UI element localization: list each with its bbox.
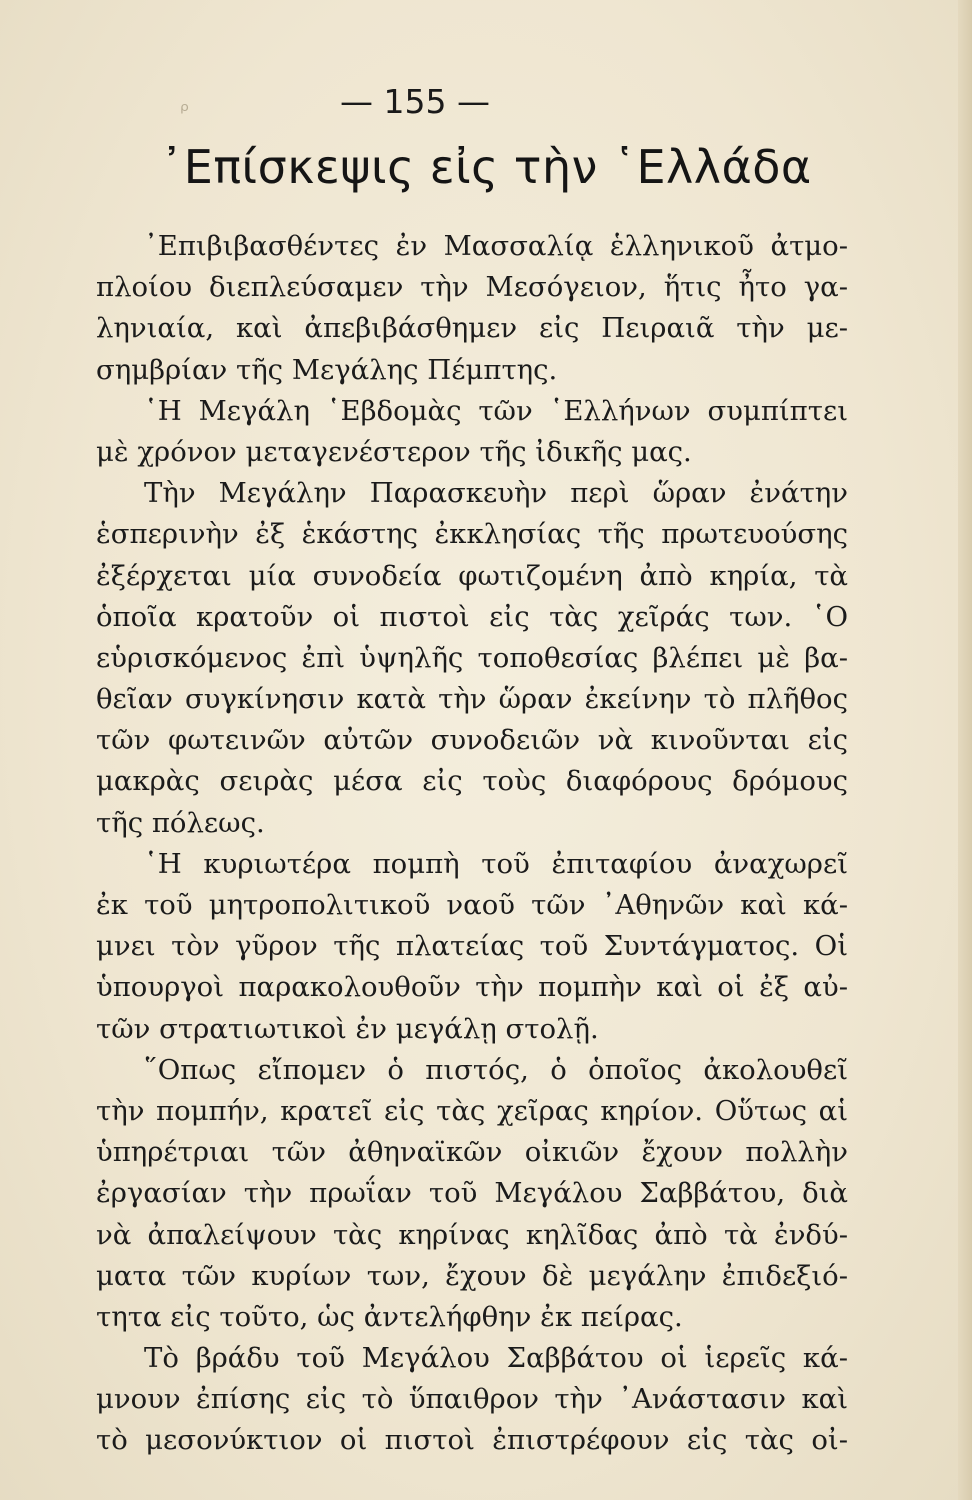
text-line: τὴν πομπήν, κρατεῖ εἰς τὰς χεῖρας κηρίον. Οὕτως αἱ (96, 1094, 848, 1127)
text-line: ὑπηρέτριαι τῶν ἀθηναϊκῶν οἰκιῶν ἔχουν πολλὴν (96, 1136, 848, 1169)
text-line: εὑρισκόμενος ἐπὶ ὑψηλῆς τοποθεσίας βλέπει μὲ βα- (96, 641, 848, 674)
chapter-title: ᾽Επίσκεψις εἰς τὴν ῾Ελλάδα (160, 140, 812, 194)
text-line: πλοίου διεπλεύσαμεν τὴν Μεσόγειον, ἥτις ἦτο γα- (96, 271, 848, 304)
text-line: τῆς πόλεως. (96, 806, 265, 839)
text-line: τῶν στρατιωτικοὶ ἐν μεγάλῃ στολῇ. (96, 1012, 599, 1045)
text-line: Τὴν Μεγάλην Παρασκευὴν περὶ ὥραν ἐνάτην (144, 477, 848, 510)
page-number: — 155 — (340, 82, 490, 121)
text-line: μὲ χρόνον μεταγενέστερον τῆς ἰδικῆς μας. (96, 435, 692, 468)
text-line: Τὸ βράδυ τοῦ Μεγάλου Σαββάτου οἱ ἱερεῖς κά- (144, 1342, 848, 1375)
text-line: ἐργασίαν τὴν πρωΐαν τοῦ Μεγάλου Σαββάτου, διὰ (96, 1177, 848, 1210)
text-line: ὑπουργοὶ παρακολουθοῦν τὴν πομπὴν καὶ οἱ ἐξ αὐ- (96, 971, 848, 1004)
text-line: μνουν ἐπίσης εἰς τὸ ὕπαιθρον τὴν ᾽Ανάστασιν καὶ (96, 1383, 848, 1416)
text-line: ᾽Επιβιβασθέντες ἐν Μασσαλίᾳ ἑλληνικοῦ ἀτμο- (144, 230, 848, 262)
text-line: ὁποῖα κρατοῦν οἱ πιστοὶ εἰς τὰς χεῖράς των. ῾Ο (96, 600, 848, 633)
body-text (96, 226, 848, 1462)
text-line: ῾Η κυριωτέρα πομπὴ τοῦ ἐπιταφίου ἀναχωρεῖ (144, 847, 848, 880)
text-line: θεῖαν συγκίνησιν κατὰ τὴν ὥραν ἐκείνην τὸ πλῆθος (96, 683, 848, 716)
text-line: τὸ μεσονύκτιον οἱ πιστοὶ ἐπιστρέφουν εἰς τὰς οἰ- (96, 1424, 848, 1457)
text-line: μακρὰς σειρὰς μέσα εἰς τοὺς διαφόρους δρόμους (96, 765, 848, 798)
paper-mark: ᵨ (180, 92, 190, 117)
text-line: ῞Οπως εἴπομεν ὁ πιστός, ὁ ὁποῖος ἀκολουθεῖ (144, 1053, 848, 1086)
text-line: νὰ ἀπαλείψουν τὰς κηρίνας κηλῖδας ἀπὸ τὰ ἐνδύ- (96, 1218, 848, 1251)
text-line: ἐκ τοῦ μητροπολιτικοῦ ναοῦ τῶν ᾽Αθηνῶν καὶ κά- (96, 889, 848, 921)
text-line: ἐξέρχεται μία συνοδεία φωτιζομένη ἀπὸ κηρία, τὰ (96, 559, 848, 592)
text-line: μνει τὸν γῦρον τῆς πλατείας τοῦ Συντάγματος. Οἱ (96, 930, 848, 963)
text-line: τητα εἰς τοῦτο, ὡς ἀντελήφθην ἐκ πείρας. (96, 1300, 683, 1333)
page-edge (958, 0, 972, 1500)
text-line: ματα τῶν κυρίων των, ἔχουν δὲ μεγάλην ἐπιδεξιό- (96, 1259, 848, 1292)
text-line: τῶν φωτεινῶν αὐτῶν συνοδειῶν νὰ κινοῦνται εἰς (96, 724, 848, 757)
text-line: ἑσπερινὴν ἐξ ἑκάστης ἐκκλησίας τῆς πρωτευούσης (96, 518, 848, 551)
text-line: σημβρίαν τῆς Μεγάλης Πέμπτης. (96, 353, 558, 386)
text-line: ῾Η Μεγάλη ῾Εβδομὰς τῶν ῾Ελλήνων συμπίπτει (144, 394, 848, 427)
text-line: ληνιαία, καὶ ἀπεβιβάσθημεν εἰς Πειραιᾶ τὴν με- (96, 312, 848, 345)
